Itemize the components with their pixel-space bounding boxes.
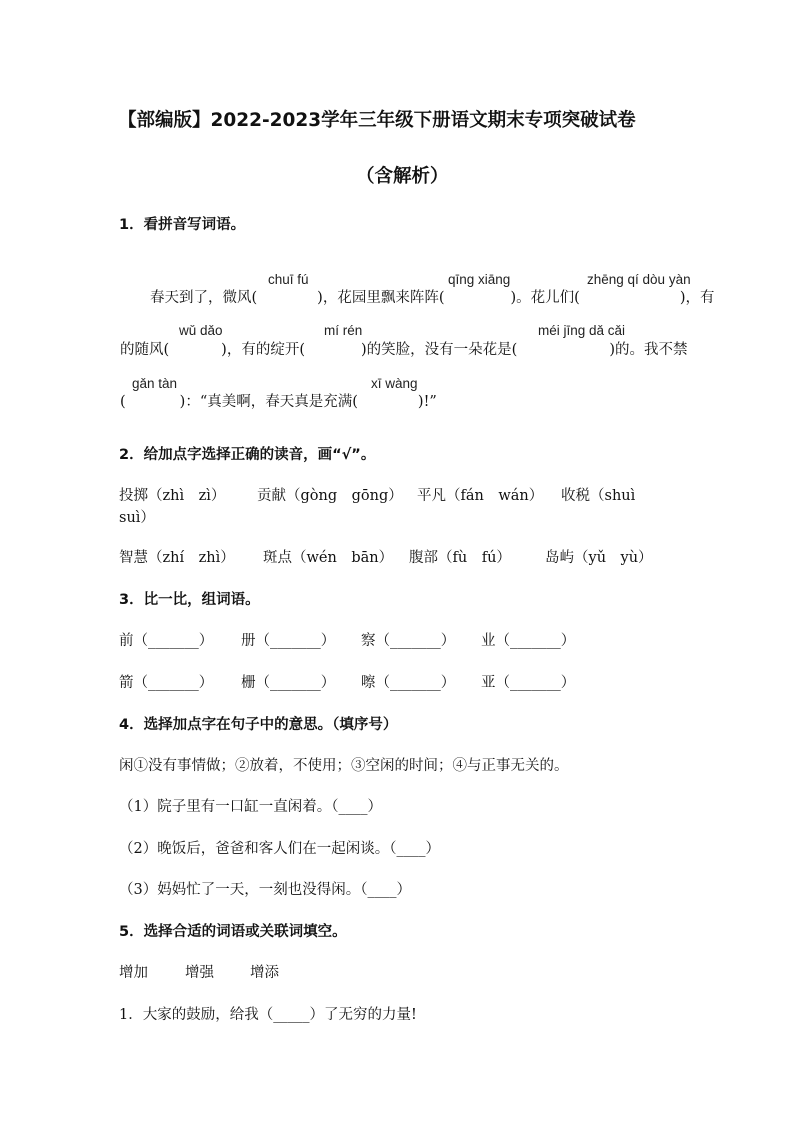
q1-line3-part-c: )!” — [417, 394, 437, 410]
q2-item: 平凡（fán wán） — [417, 488, 544, 504]
pinyin-qingxiang: qīng xiāng — [448, 272, 511, 287]
q3-heading: 3．比一比，组词语。 — [119, 592, 260, 608]
pinyin-meijingdacai: méi jīng dǎ cǎi — [538, 323, 626, 338]
pinyin-gantan: gǎn tàn — [132, 376, 178, 391]
q3-item[interactable]: 嚓（_______） — [361, 675, 456, 691]
q1-line3-part-b: )：“真美啊，春天真是充满( — [179, 394, 358, 410]
q2-item: 岛屿（yǔ yù） — [545, 550, 653, 566]
q2-item: 收税（shuì — [561, 488, 636, 504]
q5-word-3: 增添 — [250, 965, 279, 981]
pinyin-chuifu: chuī fú — [268, 272, 309, 287]
q1-line3-part-a: ( — [120, 394, 126, 410]
pinyin-miren: mí rén — [324, 323, 363, 338]
page-title: 【部编版】2022-2023学年三年级下册语文期末专项突破试卷 — [118, 110, 636, 131]
q4-item-2[interactable]: （2）晚饭后，爸爸和客人们在一起闲谈。（____） — [119, 841, 440, 857]
pinyin-wudao: wǔ dǎo — [179, 323, 223, 338]
pinyin-zhengqidouyan: zhēng qí dòu yàn — [587, 272, 691, 287]
q3-item[interactable]: 察（_______） — [361, 633, 456, 649]
q1-line1-part-d: )，有 — [679, 290, 715, 306]
q2-item: 斑点（wén bān） — [263, 550, 394, 566]
q1-sentence-line-3 — [120, 390, 437, 411]
q5-word-2: 增强 — [185, 965, 214, 981]
q3-item[interactable]: 册（_______） — [241, 633, 336, 649]
q3-item[interactable]: 前（_______） — [119, 633, 214, 649]
q1-sentence-line-2 — [120, 338, 688, 359]
page-subtitle: （含解析） — [356, 166, 449, 187]
q4-meanings: 闲①没有事情做；②放着，不使用；③空闲的时间；④与正事无关的。 — [119, 758, 569, 774]
q3-item[interactable]: 亚（_______） — [481, 675, 576, 691]
q2-item-wrap: suì） — [119, 510, 155, 526]
q2-heading: 2．给加点字选择正确的读音，画“√”。 — [119, 447, 376, 463]
q3-item[interactable]: 栅（_______） — [241, 675, 336, 691]
pinyin-xiwang: xī wàng — [371, 376, 418, 391]
q5-item-1[interactable]: 1．大家的鼓励，给我（_____）了无穷的力量! — [119, 1007, 417, 1023]
q1-line2-part-d: )的。我不禁 — [609, 342, 688, 358]
q1-line2-part-c: )的笑脸，没有一朵花是( — [361, 342, 518, 358]
q1-heading: 1．看拼音写词语。 — [119, 217, 246, 233]
q4-item-1[interactable]: （1）院子里有一口缸一直闲着。（____） — [119, 799, 382, 815]
q1-line2-part-b: )，有的绽开( — [221, 342, 305, 358]
q1-line1-part-c: )。花儿们( — [510, 290, 580, 306]
q2-item: 智慧（zhí zhì） — [119, 550, 235, 566]
q1-sentence-line-1 — [150, 286, 715, 307]
q4-heading: 4．选择加点字在句子中的意思。（填序号） — [119, 717, 398, 733]
q3-item[interactable]: 箭（_______） — [119, 675, 214, 691]
q5-word-1: 增加 — [119, 965, 148, 981]
q2-item: 贡献（gòng gōng） — [257, 488, 403, 504]
q3-item[interactable]: 业（_______） — [481, 633, 576, 649]
q1-line2-part-a: 的随风( — [120, 342, 170, 358]
q4-item-3[interactable]: （3）妈妈忙了一天，一刻也没得闲。（____） — [119, 882, 411, 898]
q2-item: 投掷（zhì zì） — [119, 488, 226, 504]
q5-heading: 5．选择合适的词语或关联词填空。 — [119, 924, 347, 940]
q1-line1-part-b: )，花园里飘来阵阵( — [317, 290, 445, 306]
q2-item: 腹部（fù fú） — [409, 550, 511, 566]
q1-line1-part-a: 春天到了，微风( — [150, 290, 258, 306]
